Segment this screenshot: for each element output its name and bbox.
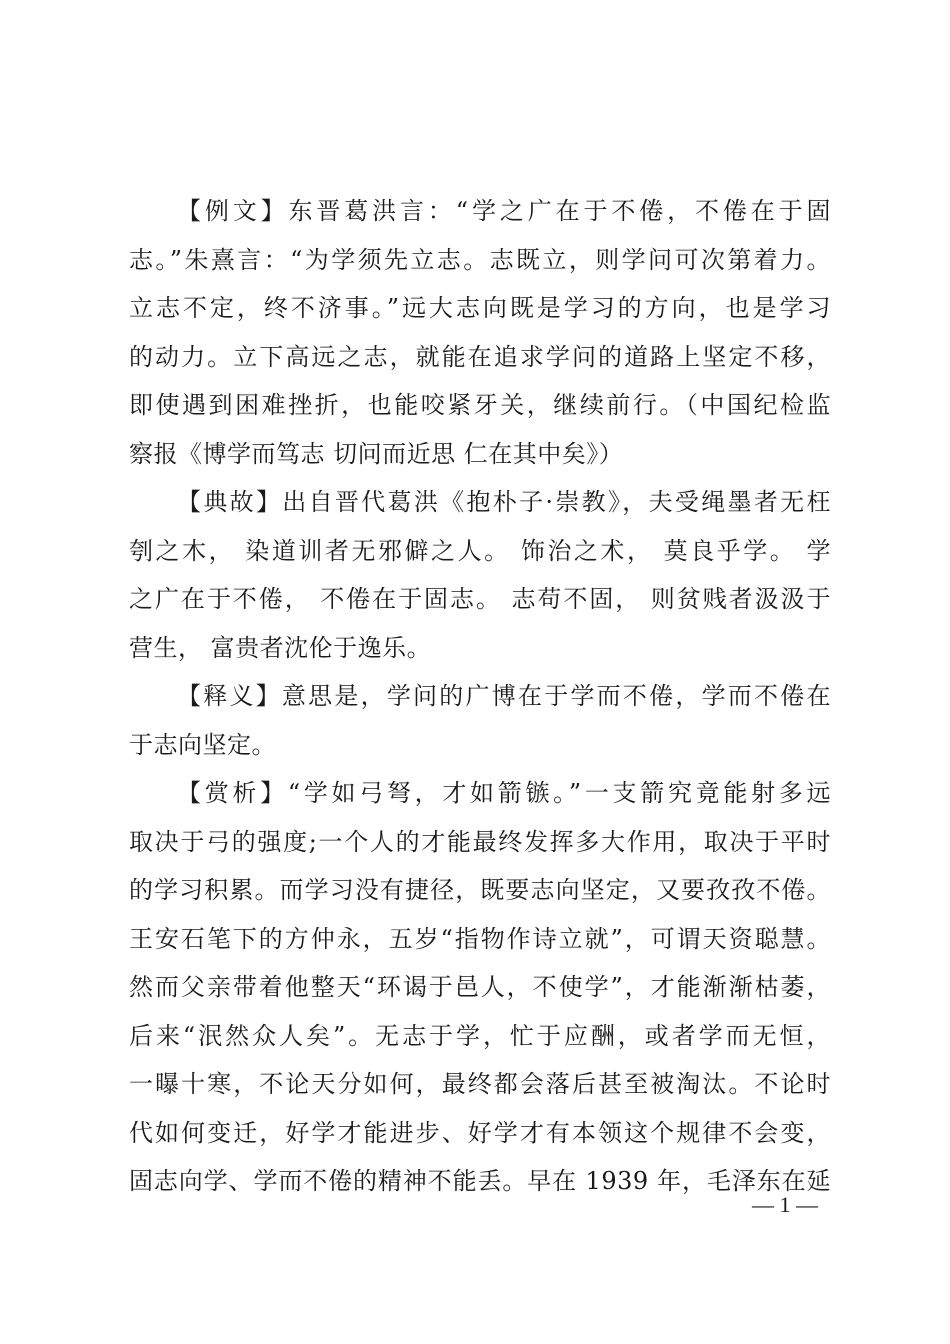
text-line: 后来“泯然众人矣”。无志于学，忙于应酬，或者学而无恒， <box>129 1021 831 1050</box>
text-line: 【释义】意思是，学问的广博在于学而不倦，学而不倦在 <box>177 682 831 710</box>
text-line: 然而父亲带着他整天“环谒于邑人，不使学”，才能渐渐枯萎， <box>129 973 831 1001</box>
text-line: 营生， 富贵者沈伦于逸乐。 <box>129 633 432 662</box>
text-line: 志。”朱熹言：“为学须先立志。志既立，则学问可次第着力。 <box>129 245 831 274</box>
text-line: 于志向坚定。 <box>129 730 276 759</box>
text-line: 立志不定，终不济事。”远大志向既是学习的方向，也是学习 <box>129 294 831 322</box>
document-body <box>129 187 831 1206</box>
text-line: 固志向学、学而不倦的精神不能丢。早在 1939 年，毛泽东在延 <box>129 1167 831 1195</box>
text-line: 代如何变迁，好学才能进步、好学才有本领这个规律不会变， <box>129 1118 831 1147</box>
text-line: 【典故】出自晋代葛洪《抱朴子·崇教》，夫受绳墨者无枉 <box>177 488 831 516</box>
text-line: 刳之木， 染道训者无邪僻之人。 饰治之术， 莫良乎学。 学 <box>129 536 831 565</box>
text-line: 【赏析】“学如弓弩，才如箭镞。”一支箭究竟能射多远 <box>177 779 831 807</box>
text-line: 察报《博学而笃志 切问而近思 仁在其中矣》） <box>129 439 624 468</box>
text-line: 【例文】东晋葛洪言：“学之广在于不倦，不倦在于固 <box>177 197 831 225</box>
text-line: 的动力。立下高远之志，就能在追求学问的道路上坚定不移， <box>129 342 831 371</box>
text-line: 之广在于不倦， 不倦在于固志。 志苟不固， 则贫贱者汲汲于 <box>129 585 831 613</box>
page-number: — 1 — <box>752 1192 818 1217</box>
text-line: 的学习积累。而学习没有捷径，既要志向坚定，又要孜孜不倦。 <box>129 876 831 904</box>
text-line: 王安石笔下的方仲永，五岁“指物作诗立就”，可谓天资聪慧。 <box>129 924 831 953</box>
text-line: 一曝十寒，不论天分如何，最终都会落后甚至被淘汰。不论时 <box>129 1070 831 1098</box>
text-line: 取决于弓的强度;一个人的才能最终发挥多大作用，取决于平时 <box>129 827 831 856</box>
text-line: 即使遇到困难挫折，也能咬紧牙关，继续前行。（中国纪检监 <box>129 391 831 419</box>
